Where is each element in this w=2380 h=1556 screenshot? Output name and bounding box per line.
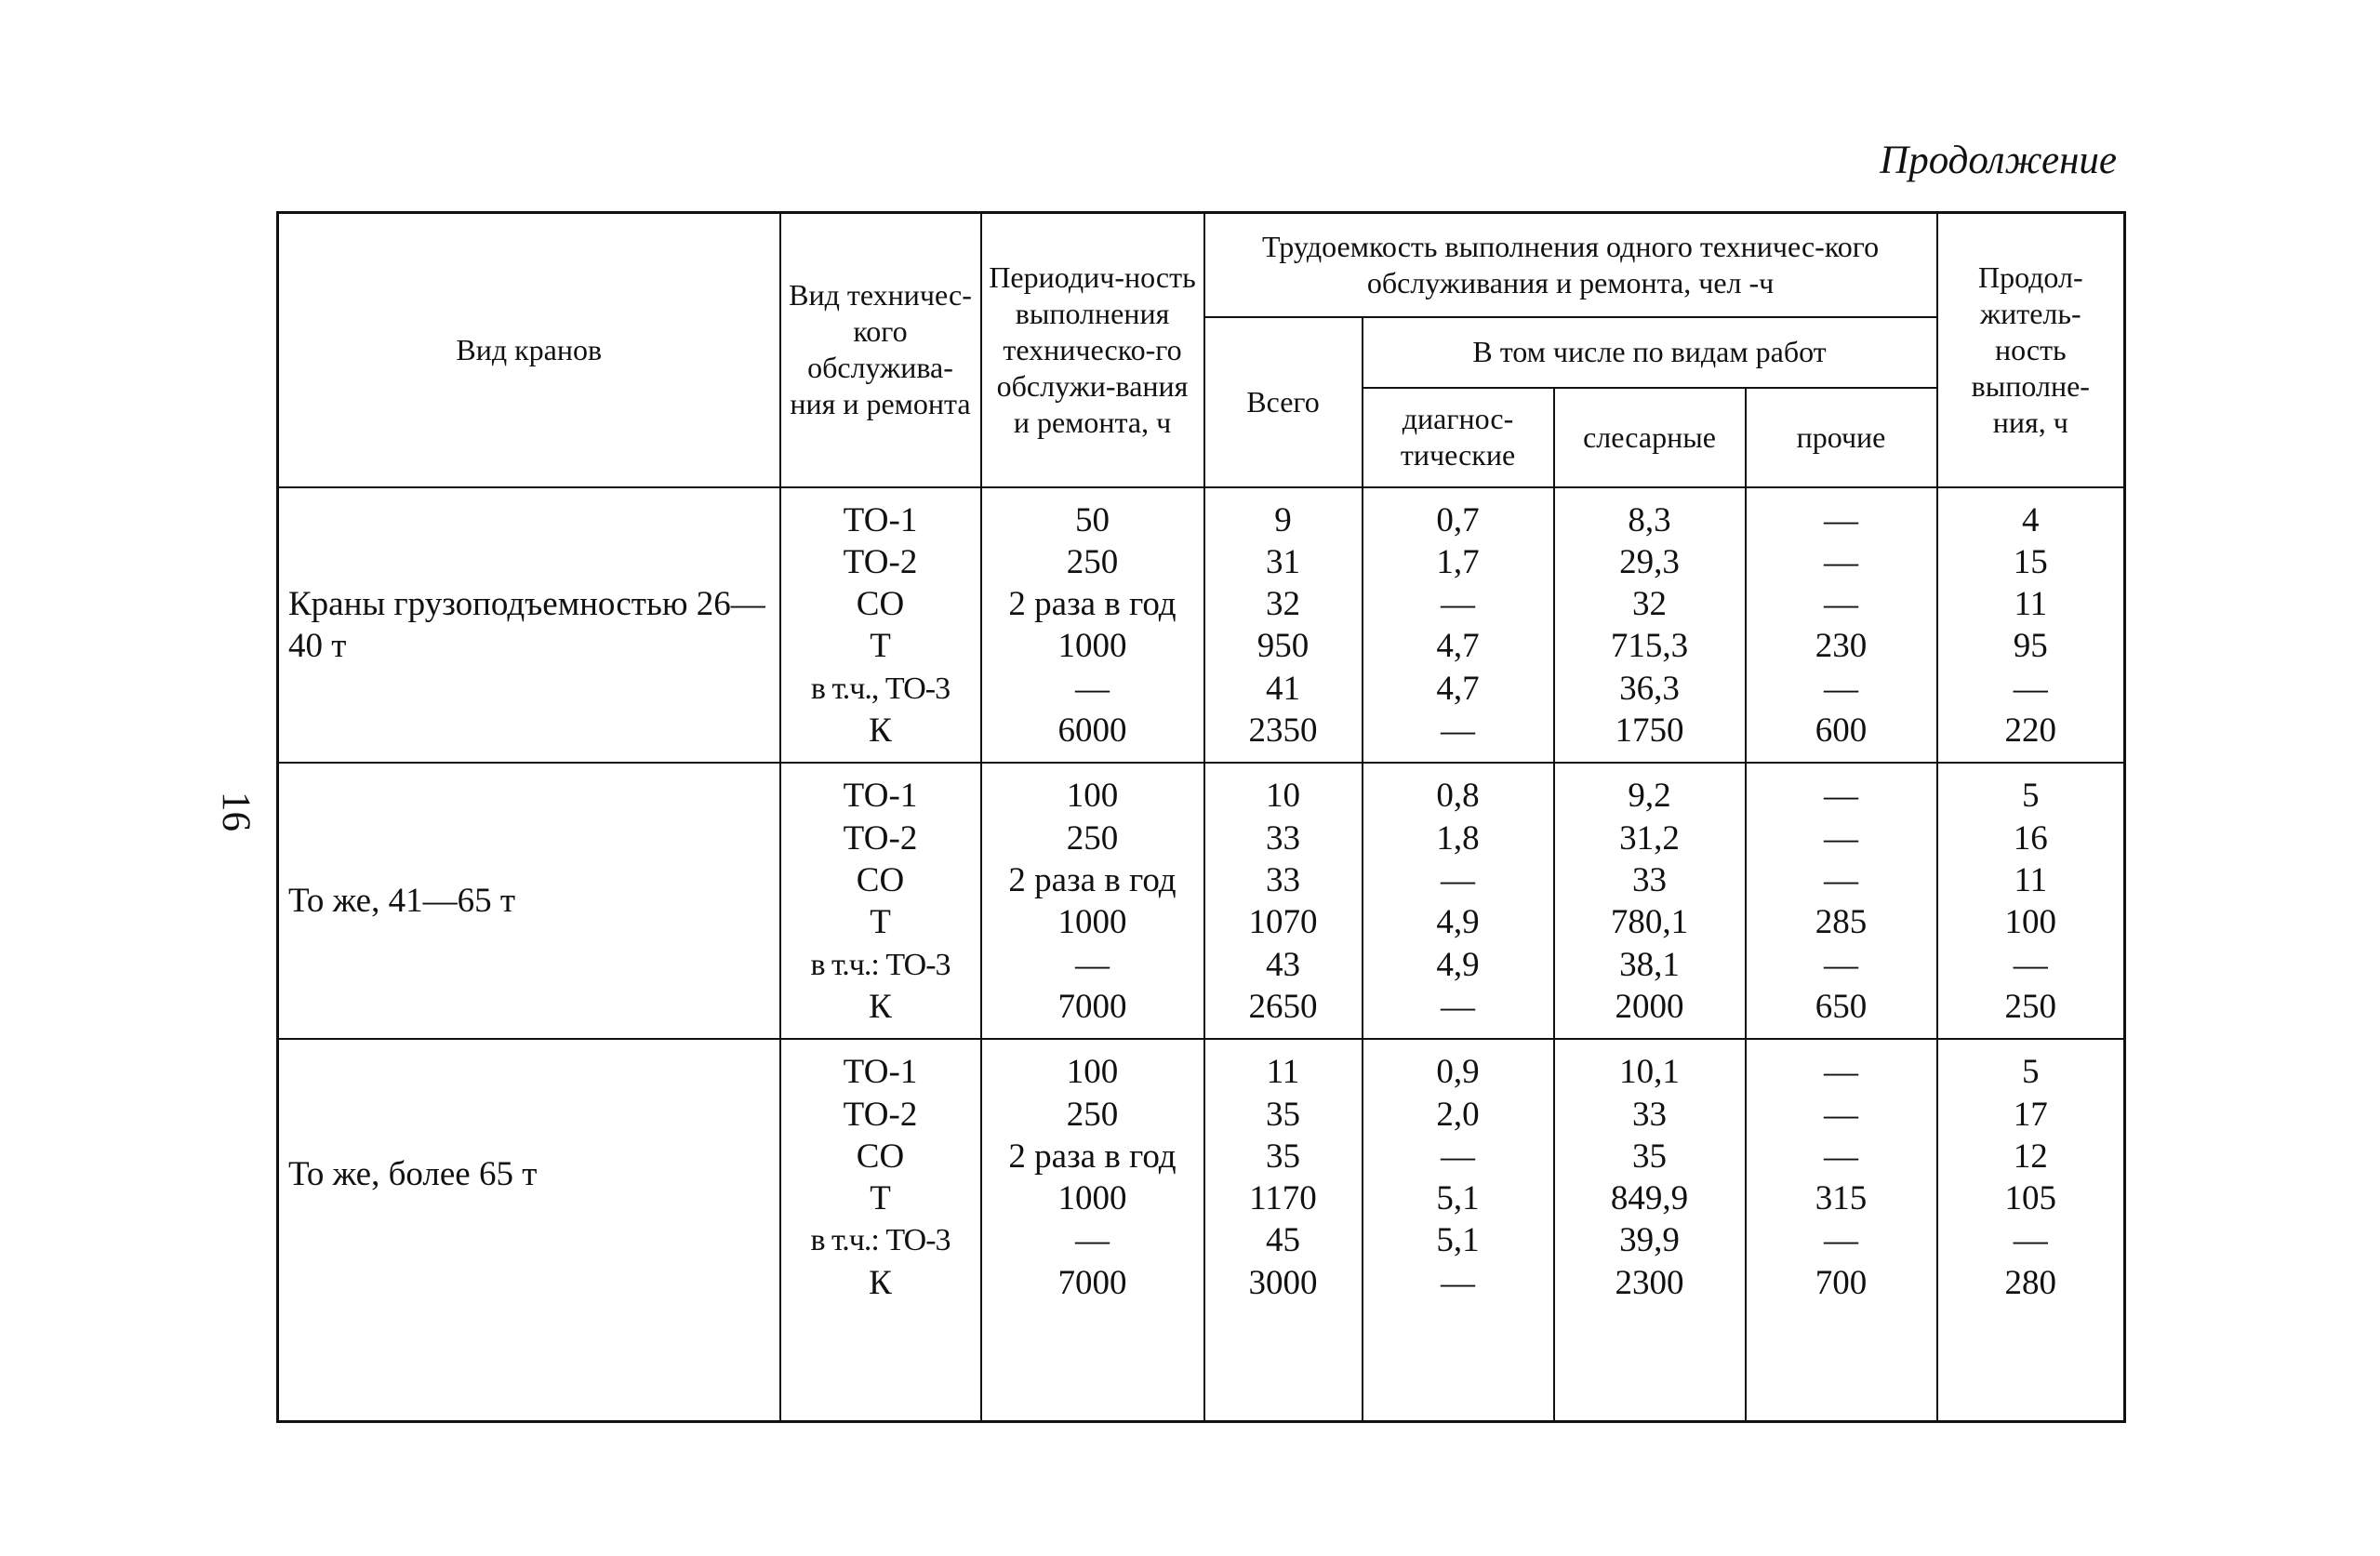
service-type-cell <box>780 487 981 764</box>
periodicity-value: — <box>1075 1221 1110 1260</box>
other-value: 230 <box>1815 627 1868 666</box>
duration-value: 16 <box>2013 818 2048 858</box>
service-type-value: ТО-1 <box>843 1053 918 1092</box>
periodicity-value: 250 <box>1066 818 1119 858</box>
header-total: Всего <box>1204 317 1363 487</box>
locksmith-cell <box>1554 763 1746 1039</box>
header-crane-type: Вид кранов <box>278 213 780 487</box>
diagnostic-value: — <box>1441 987 1475 1026</box>
header-duration: Продол-житель-ность выполне-ния, ч <box>1937 213 2125 487</box>
other-value: — <box>1824 500 1859 539</box>
duration-value: 5 <box>2022 1053 2040 1092</box>
periodicity-cell <box>981 763 1204 1039</box>
locksmith-value: 9,2 <box>1628 777 1671 816</box>
total-value: 43 <box>1266 945 1300 984</box>
locksmith-value: 33 <box>1632 860 1667 899</box>
total-value: 41 <box>1266 669 1300 708</box>
locksmith-value: 849,9 <box>1610 1179 1689 1218</box>
other-cell <box>1746 487 1937 764</box>
service-type-value: ТО-1 <box>843 500 918 539</box>
total-value: 31 <box>1266 542 1300 581</box>
diagnostic-cell <box>1363 487 1554 764</box>
other-value: — <box>1824 1137 1859 1176</box>
locksmith-value: 39,9 <box>1619 1221 1680 1260</box>
total-value: 9 <box>1274 500 1292 539</box>
diagnostic-value: — <box>1441 585 1475 624</box>
other-value: — <box>1824 945 1859 984</box>
total-cell <box>1204 1039 1363 1421</box>
crane-type-cell <box>278 763 780 1039</box>
table-row <box>278 487 2125 764</box>
other-value: 650 <box>1815 987 1868 1026</box>
total-value: 35 <box>1266 1137 1300 1176</box>
other-value: — <box>1824 542 1859 581</box>
duration-value: 100 <box>2004 903 2057 942</box>
diagnostic-value: 1,7 <box>1436 542 1480 581</box>
other-cell <box>1746 763 1937 1039</box>
other-value: — <box>1824 669 1859 708</box>
header-by-work-type: В том числе по видам работ <box>1363 317 1937 388</box>
periodicity-value: 1000 <box>1057 1179 1127 1218</box>
header-diagnostic: диагнос-тические <box>1363 388 1554 487</box>
diagnostic-value: — <box>1441 860 1475 899</box>
service-type-value: Т <box>870 627 891 666</box>
other-value: 700 <box>1815 1263 1868 1302</box>
diagnostic-value: 2,0 <box>1436 1095 1480 1134</box>
crane-type-label: То же, 41—65 т <box>288 882 515 921</box>
periodicity-value: 1000 <box>1057 627 1127 666</box>
diagnostic-value: 1,8 <box>1436 818 1480 858</box>
periodicity-cell <box>981 1039 1204 1421</box>
service-type-value: СО <box>856 860 905 899</box>
diagnostic-value: 4,7 <box>1436 669 1480 708</box>
periodicity-value: 50 <box>1075 500 1110 539</box>
locksmith-value: 8,3 <box>1628 500 1671 539</box>
diagnostic-value: 4,7 <box>1436 627 1480 666</box>
periodicity-cell <box>981 487 1204 764</box>
maintenance-table <box>276 211 2126 1423</box>
locksmith-value: 1750 <box>1615 711 1684 750</box>
total-value: 950 <box>1256 627 1310 666</box>
diagnostic-value: 0,7 <box>1436 500 1480 539</box>
other-value: 315 <box>1815 1179 1868 1218</box>
service-type-value: в т.ч.: ТО-3 <box>810 947 951 982</box>
service-type-value: ТО-2 <box>843 1095 918 1134</box>
diagnostic-value: 0,8 <box>1436 777 1480 816</box>
other-cell <box>1746 1039 1937 1421</box>
total-value: 1070 <box>1248 903 1318 942</box>
locksmith-value: 10,1 <box>1619 1053 1680 1092</box>
duration-value: 105 <box>2004 1179 2057 1218</box>
total-value: 10 <box>1266 777 1300 816</box>
total-value: 3000 <box>1248 1263 1318 1302</box>
other-value: — <box>1824 1095 1859 1134</box>
other-value: 600 <box>1815 711 1868 750</box>
duration-value: 220 <box>2004 711 2057 750</box>
service-type-value: Т <box>870 1179 891 1218</box>
service-type-value: в т.ч., ТО-3 <box>810 671 951 706</box>
locksmith-value: 2300 <box>1615 1263 1684 1302</box>
total-value: 11 <box>1266 1053 1300 1092</box>
locksmith-value: 29,3 <box>1619 542 1680 581</box>
duration-value: 4 <box>2022 500 2040 539</box>
duration-value: 95 <box>2013 627 2048 666</box>
total-value: 1170 <box>1249 1179 1317 1218</box>
service-type-value: в т.ч.: ТО-3 <box>810 1223 951 1258</box>
total-value: 33 <box>1266 818 1300 858</box>
periodicity-value: 7000 <box>1057 1263 1127 1302</box>
service-type-value: К <box>869 711 892 750</box>
locksmith-value: 33 <box>1632 1095 1667 1134</box>
table-row <box>278 763 2125 1039</box>
header-labor: Трудоемкость выполнения одного техничес-кого обслуживания и ремонта, чел -ч <box>1204 213 1937 317</box>
periodicity-value: 100 <box>1066 777 1119 816</box>
periodicity-value: 2 раза в год <box>1008 1137 1177 1176</box>
other-value: — <box>1824 1221 1859 1260</box>
header-locksmith: слесарные <box>1554 388 1746 487</box>
page-number: 16 <box>214 791 258 831</box>
service-type-cell <box>780 763 981 1039</box>
duration-cell <box>1937 1039 2125 1421</box>
locksmith-cell <box>1554 487 1746 764</box>
total-cell <box>1204 763 1363 1039</box>
duration-value: 15 <box>2013 542 2048 581</box>
header-service-type: Вид техничес-кого обслужива-ния и ремонта <box>780 213 981 487</box>
diagnostic-value: — <box>1441 711 1475 750</box>
duration-value: — <box>2013 945 2048 984</box>
duration-value: 280 <box>2004 1263 2057 1302</box>
periodicity-value: — <box>1075 945 1110 984</box>
service-type-cell <box>780 1039 981 1421</box>
locksmith-value: 31,2 <box>1619 818 1680 858</box>
locksmith-value: 38,1 <box>1619 945 1680 984</box>
total-value: 2350 <box>1248 711 1318 750</box>
service-type-value: СО <box>856 585 905 624</box>
locksmith-value: 35 <box>1632 1137 1667 1176</box>
crane-type-label: Краны грузоподъемностью 26—40 т <box>288 584 765 665</box>
periodicity-value: 250 <box>1066 542 1119 581</box>
periodicity-value: — <box>1075 669 1110 708</box>
total-value: 45 <box>1266 1221 1300 1260</box>
service-type-value: К <box>869 1263 892 1302</box>
service-type-value: К <box>869 987 892 1026</box>
crane-type-cell <box>278 487 780 764</box>
other-value: — <box>1824 818 1859 858</box>
duration-value: 11 <box>2014 860 2048 899</box>
duration-value: — <box>2013 669 2048 708</box>
diagnostic-value: 4,9 <box>1436 903 1480 942</box>
duration-cell <box>1937 763 2125 1039</box>
locksmith-value: 715,3 <box>1610 627 1689 666</box>
total-value: 2650 <box>1248 987 1318 1026</box>
service-type-value: ТО-2 <box>843 542 918 581</box>
duration-value: 17 <box>2013 1095 2048 1134</box>
duration-value: — <box>2013 1221 2048 1260</box>
diagnostic-value: 4,9 <box>1436 945 1480 984</box>
periodicity-value: 2 раза в год <box>1008 585 1177 624</box>
duration-value: 5 <box>2022 777 2040 816</box>
periodicity-value: 2 раза в год <box>1008 860 1177 899</box>
locksmith-cell <box>1554 1039 1746 1421</box>
diagnostic-value: — <box>1441 1137 1475 1176</box>
duration-value: 11 <box>2014 585 2048 624</box>
other-value: 285 <box>1815 903 1868 942</box>
periodicity-value: 7000 <box>1057 987 1127 1026</box>
crane-type-label: То же, более 65 т <box>288 1155 538 1194</box>
total-value: 35 <box>1266 1095 1300 1134</box>
locksmith-value: 36,3 <box>1619 669 1680 708</box>
diagnostic-value: 5,1 <box>1436 1179 1480 1218</box>
periodicity-value: 250 <box>1066 1095 1119 1134</box>
periodicity-value: 1000 <box>1057 903 1127 942</box>
service-type-value: ТО-2 <box>843 818 918 858</box>
service-type-value: СО <box>856 1137 905 1176</box>
diagnostic-cell <box>1363 763 1554 1039</box>
duration-value: 250 <box>2004 987 2057 1026</box>
periodicity-value: 100 <box>1066 1053 1119 1092</box>
total-value: 32 <box>1266 585 1300 624</box>
crane-type-cell <box>278 1039 780 1421</box>
other-value: — <box>1824 860 1859 899</box>
diagnostic-value: 5,1 <box>1436 1221 1480 1260</box>
header-periodicity: Периодич-ность выполнения техническо-го обслужи-вания и ремонта, ч <box>981 213 1204 487</box>
duration-cell <box>1937 487 2125 764</box>
locksmith-value: 780,1 <box>1610 903 1689 942</box>
other-value: — <box>1824 777 1859 816</box>
locksmith-value: 2000 <box>1615 987 1684 1026</box>
header-other: прочие <box>1746 388 1937 487</box>
total-value: 33 <box>1266 860 1300 899</box>
diagnostic-value: — <box>1441 1263 1475 1302</box>
locksmith-value: 32 <box>1632 585 1667 624</box>
continuation-label: Продолжение <box>1880 139 2117 182</box>
duration-value: 12 <box>2013 1137 2048 1176</box>
diagnostic-value: 0,9 <box>1436 1053 1480 1092</box>
periodicity-value: 6000 <box>1057 711 1127 750</box>
total-cell <box>1204 487 1363 764</box>
service-type-value: ТО-1 <box>843 777 918 816</box>
other-value: — <box>1824 585 1859 624</box>
other-value: — <box>1824 1053 1859 1092</box>
service-type-value: Т <box>870 903 891 942</box>
table-row <box>278 1039 2125 1421</box>
diagnostic-cell <box>1363 1039 1554 1421</box>
